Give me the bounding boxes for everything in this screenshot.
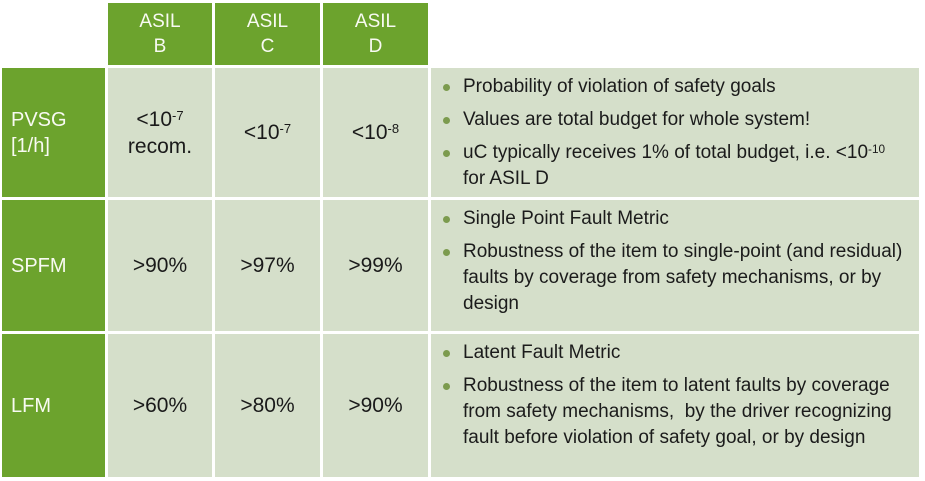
header-label: ASIL bbox=[354, 11, 397, 32]
corner-spacer bbox=[2, 3, 105, 65]
cell-value: >60% bbox=[132, 394, 188, 417]
row-label-text: SPFM bbox=[11, 254, 67, 277]
header-label: C bbox=[260, 36, 275, 57]
bullets-spfm bbox=[431, 200, 919, 331]
list-item bbox=[441, 206, 907, 232]
bullet-icon bbox=[443, 84, 450, 91]
header-cell-asil-d bbox=[323, 3, 428, 65]
header-label: D bbox=[368, 36, 383, 57]
cell-value: $<10^{-7}$ bbox=[136, 107, 184, 131]
cell-spfm-asil-c bbox=[215, 200, 320, 331]
cell-value: >97% bbox=[240, 254, 295, 277]
row-label-text: PVSG bbox=[11, 108, 67, 131]
list-item bbox=[441, 74, 907, 100]
header-cell-asil-b bbox=[108, 3, 212, 65]
bullets-lfm bbox=[431, 334, 919, 477]
bullet-text: Robustness of the item to latent faults by coverage from safety mechanisms, by the driver recognizing fault before violation of safety goal, or by design bbox=[463, 375, 898, 448]
list-item bbox=[441, 107, 907, 133]
list-item bbox=[441, 239, 907, 317]
cell-pvsg-asil-b bbox=[108, 68, 212, 197]
bullet-text: Single Point Fault Metric bbox=[463, 208, 669, 229]
cell-value: $<10^{-8}$ bbox=[351, 121, 400, 144]
bullet-text: Values are total budget for whole system! bbox=[463, 109, 811, 130]
cell-pvsg-asil-c bbox=[215, 68, 320, 197]
cell-value: >90% bbox=[132, 254, 188, 277]
header-label: B bbox=[153, 36, 167, 57]
bullets-pvsg bbox=[431, 68, 919, 197]
bullet-text: Robustness of the item to single-point (and residual) faults by coverage from safety mechanisms, or by design bbox=[463, 241, 908, 314]
bullet-icon bbox=[443, 249, 450, 256]
cell-value: >80% bbox=[240, 394, 295, 417]
cell-spfm-asil-b bbox=[108, 200, 212, 331]
cell-lfm-asil-d bbox=[323, 334, 428, 477]
row-label-lfm bbox=[2, 334, 105, 477]
header-label: ASIL bbox=[246, 11, 289, 32]
cell-value-note: recom. bbox=[127, 134, 193, 158]
bullet-icon bbox=[443, 216, 450, 223]
bullet-text: Probability of violation of safety goals bbox=[463, 76, 776, 97]
cell-value: >99% bbox=[348, 254, 403, 277]
cell-spfm-asil-d bbox=[323, 200, 428, 331]
row-label-unit: [1/h] bbox=[11, 134, 50, 157]
bullet-icon bbox=[443, 117, 450, 124]
cell-value: $<10^{-7}$ bbox=[243, 121, 292, 144]
list-item bbox=[441, 340, 907, 366]
bullet-text: uC typically receives 1% of total budget, i.e. $<10^{-10}$ for ASIL D bbox=[463, 142, 891, 189]
row-label-pvsg bbox=[2, 68, 105, 197]
header-label: ASIL bbox=[139, 11, 181, 32]
header-spacer bbox=[431, 3, 919, 65]
cell-pvsg-asil-d bbox=[323, 68, 428, 197]
bullet-text: Latent Fault Metric bbox=[463, 342, 621, 363]
list-item bbox=[441, 140, 907, 192]
cell-lfm-asil-b bbox=[108, 334, 212, 477]
bullet-icon bbox=[443, 150, 450, 157]
bullet-icon bbox=[443, 383, 450, 390]
bullet-icon bbox=[443, 350, 450, 357]
cell-value: >90% bbox=[348, 394, 403, 417]
row-label-text: LFM bbox=[11, 394, 51, 417]
cell-lfm-asil-c bbox=[215, 334, 320, 477]
header-cell-asil-c bbox=[215, 3, 320, 65]
list-item bbox=[441, 373, 907, 451]
row-label-spfm bbox=[2, 200, 105, 331]
